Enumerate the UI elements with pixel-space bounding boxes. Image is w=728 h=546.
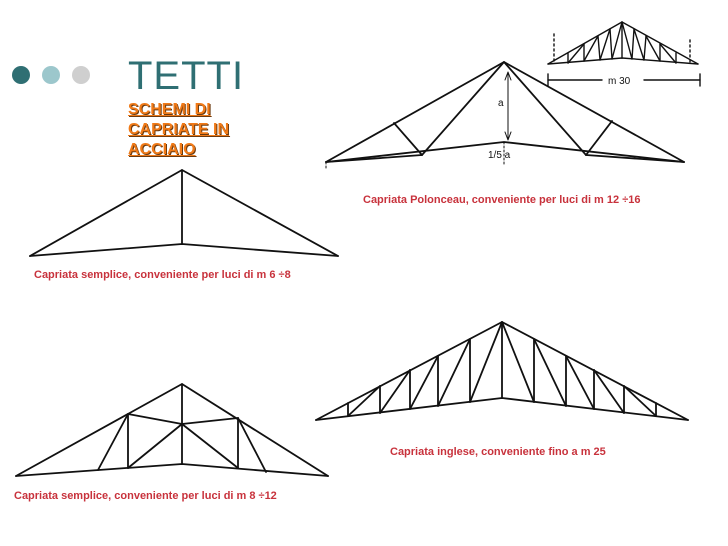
subtitle-line-2: CAPRIATE IN xyxy=(128,121,230,138)
caption-polonceau: Capriata Polonceau, conveniente per luci di m 12 ÷16 xyxy=(363,194,641,206)
caption-inglese: Capriata inglese, conveniente fino a m 25 xyxy=(390,446,606,458)
rise-label: a xyxy=(498,98,504,109)
span-label: m 30 xyxy=(608,76,631,87)
truss-polonceau xyxy=(320,58,700,178)
caption-semplice-large: Capriata semplice, conveniente per luci di m 8 ÷12 xyxy=(14,490,277,502)
page-subtitle xyxy=(128,100,268,160)
subtitle-line-1: SCHEMI DI xyxy=(128,101,211,118)
page-title: TETTI xyxy=(128,54,245,98)
decor-dot-3 xyxy=(72,66,90,84)
caption-semplice-small: Capriata semplice, conveniente per luci di m 6 ÷8 xyxy=(34,269,291,281)
truss-inglese xyxy=(312,318,692,424)
decor-dot-2 xyxy=(42,66,60,84)
truss-semplice-large xyxy=(12,380,332,480)
truss-semplice-small xyxy=(26,166,344,260)
decor-dot-1 xyxy=(12,66,30,84)
rise-ratio-label: 1/5 a xyxy=(488,150,511,161)
subtitle-line-3: ACCIAIO xyxy=(128,141,196,158)
